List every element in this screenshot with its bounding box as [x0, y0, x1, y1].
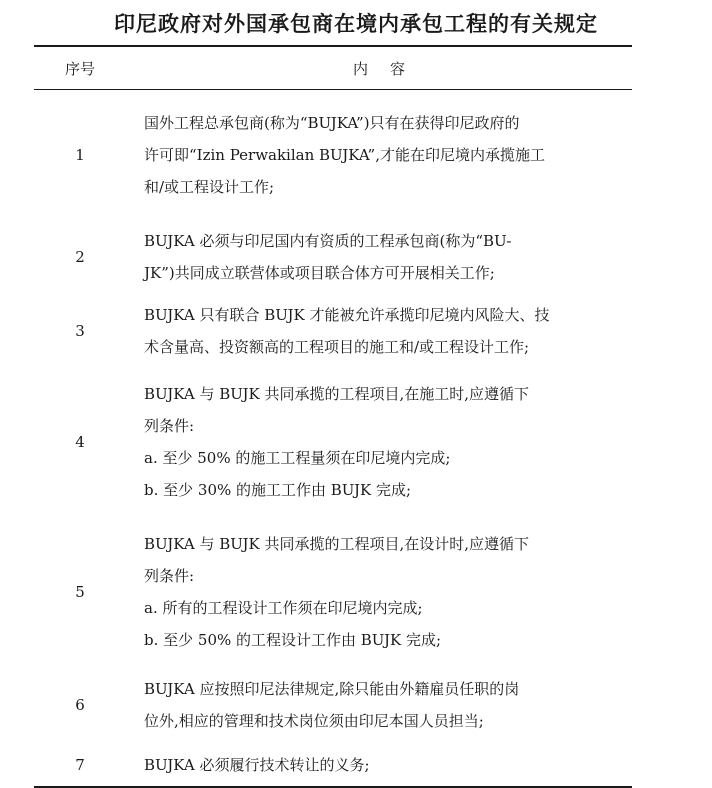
row-line: 列条件:: [144, 567, 195, 585]
row-number: 7: [75, 756, 85, 774]
row-line: b. 至少 50% 的工程设计工作由 BUJK 完成;: [144, 631, 442, 649]
row-content: [126, 749, 632, 781]
row-line: 和/或工程设计工作;: [144, 178, 275, 196]
regulations-table: [34, 45, 632, 788]
row-number: 5: [75, 583, 85, 601]
header-content: 内容: [352, 59, 427, 78]
row-line: BUJKA 与 BUJK 共同承揽的工程项目,在设计时,应遵循下: [144, 535, 530, 553]
table-header: [34, 47, 632, 90]
row-line: b. 至少 30% 的施工工作由 BUJK 完成;: [144, 481, 412, 499]
row-number: 3: [75, 322, 85, 340]
row-line: a. 所有的工程设计工作须在印尼境内完成;: [144, 599, 423, 617]
table-row: [34, 366, 632, 518]
row-line: JK”)共同成立联营体或项目联合体方可开展相关工作;: [144, 264, 495, 282]
row-line: 许可即“Izin Perwakilan BUJKA”,才能在印尼境内承揽施工: [144, 146, 545, 164]
row-number: 6: [75, 696, 85, 714]
table-row: [34, 90, 632, 218]
row-line: 国外工程总承包商(称为“BUJKA”)只有在获得印尼政府的: [144, 114, 520, 132]
row-number: 2: [75, 248, 85, 266]
page-title: 印尼政府对外国承包商在境内承包工程的有关规定: [114, 12, 598, 36]
table-row: [34, 744, 632, 786]
row-line: 位外,相应的管理和技术岗位须由印尼本国人员担当;: [144, 712, 484, 730]
row-number: 4: [75, 433, 85, 451]
row-line: BUJKA 必须与印尼国内有资质的工程承包商(称为“BU-: [144, 232, 512, 250]
table-row: [34, 518, 632, 666]
row-line: BUJKA 必须履行技术转让的义务;: [144, 756, 370, 774]
row-line: a. 至少 50% 的施工工程量须在印尼境内完成;: [144, 449, 451, 467]
row-content: [126, 528, 632, 656]
row-content: [126, 225, 632, 289]
row-line: 术含量高、投资额高的工程项目的施工和/或工程设计工作;: [144, 338, 530, 356]
row-line: BUJKA 应按照印尼法律规定,除只能由外籍雇员任职的岗: [144, 680, 520, 698]
table-row: [34, 218, 632, 296]
table-row: [34, 666, 632, 744]
header-number: 序号: [64, 59, 95, 78]
table-row: [34, 296, 632, 366]
row-line: BUJKA 与 BUJK 共同承揽的工程项目,在施工时,应遵循下: [144, 385, 530, 403]
row-line: 列条件:: [144, 417, 195, 435]
row-content: [126, 107, 632, 203]
row-content: [126, 673, 632, 737]
row-number: 1: [75, 146, 85, 164]
row-line: BUJKA 只有联合 BUJK 才能被允许承揽印尼境内风险大、技: [144, 306, 550, 324]
row-content: [126, 378, 632, 506]
row-content: [126, 299, 632, 363]
